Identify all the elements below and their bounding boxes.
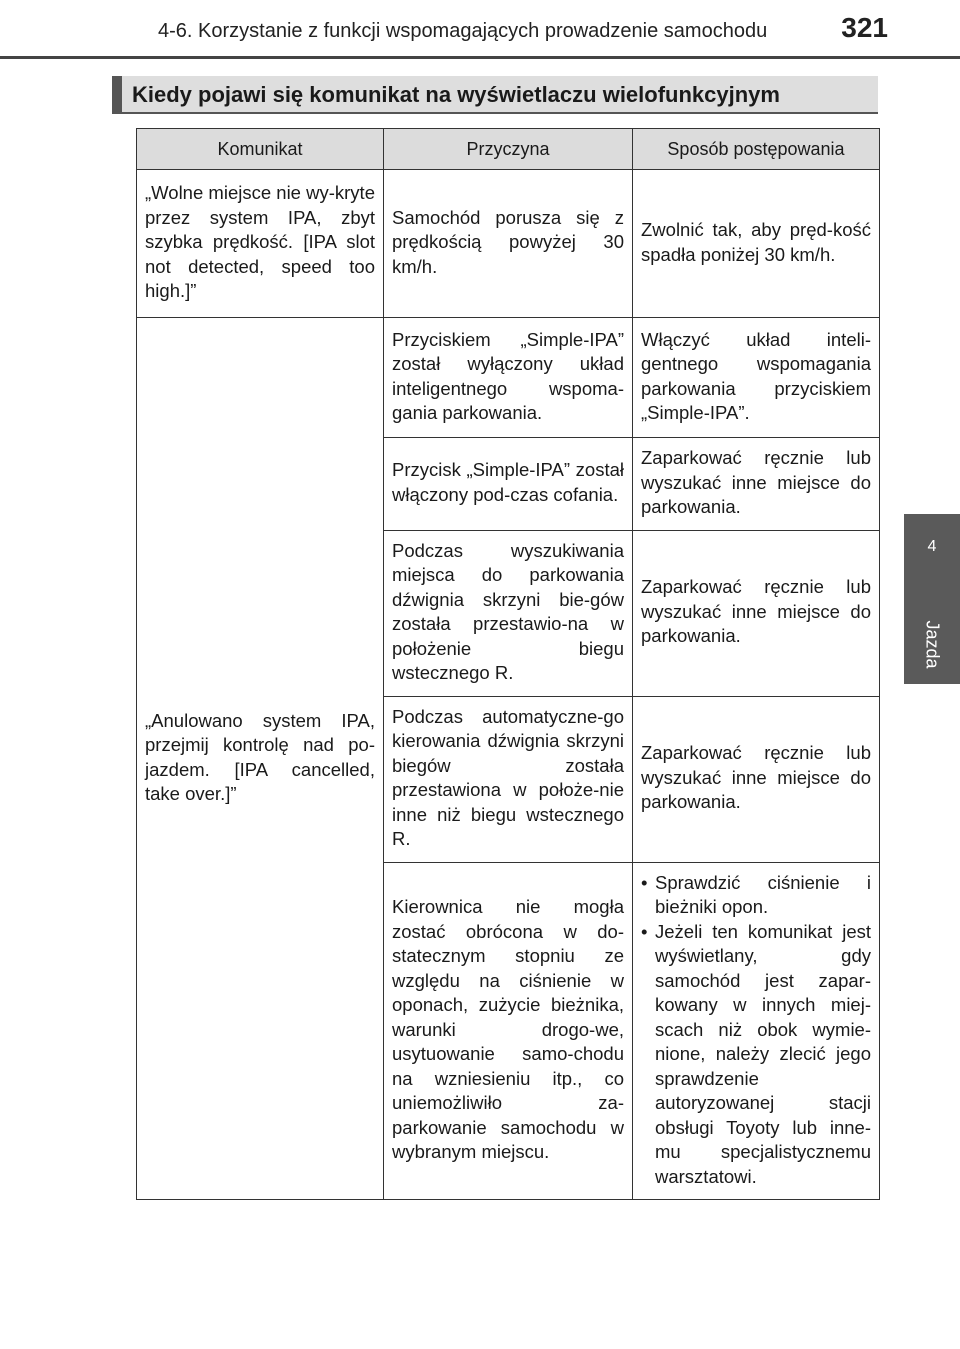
list-item: • Jeżeli ten komunikat jest wyświetlany, gdy samochód jest zapar-kowany w innych miej-scach niż obok wymie-nione, należy zlecić jego sprawdzenie autoryzowanej stacji obsługi Toyoty lub inne-mu specjalistycznemu warsztatowi.	[641, 920, 871, 1190]
column-header-action: Sposób postępowania	[633, 129, 880, 170]
list-item: • Sprawdzić ciśnienie i bieżniki opon.	[641, 871, 871, 920]
cause-cell: Samochód porusza się z prędkością powyżej 30 km/h.	[384, 170, 633, 318]
table-header-row	[137, 129, 880, 170]
action-bullet-list	[641, 871, 871, 1190]
action-cell: Zwolnić tak, aby pręd-kość spadła poniżej 30 km/h.	[633, 170, 880, 318]
message-cell: „Wolne miejsce nie wy-kryte przez system IPA, zbyt szybka prędkość. [IPA slot not detected, speed too high.]”	[137, 170, 384, 318]
chapter-label: Jazda	[922, 620, 943, 669]
chapter-number: 4	[927, 538, 937, 555]
table-row	[137, 318, 880, 438]
page-number: 321	[841, 12, 888, 43]
messages-table	[136, 128, 880, 1200]
cause-cell: Przyciskiem „Simple-IPA” został wyłączony układ inteligentnego wspoma-gania parkowania.	[384, 318, 633, 438]
column-header-cause: Przyczyna	[384, 129, 633, 170]
cause-cell: Podczas automatyczne-go kierowania dźwignia skrzyni biegów została przestawiona w położe-nie inne niż biegu wstecznego R.	[384, 696, 633, 862]
chapter-side-tab	[904, 514, 960, 684]
cause-cell: Podczas wyszukiwania miejsca do parkowania dźwignia skrzyni bie-gów została przestawio-na w położenie biegu wstecznego R.	[384, 530, 633, 696]
column-header-message: Komunikat	[137, 129, 384, 170]
action-cell: Zaparkować ręcznie lub wyszukać inne miejsce do parkowania.	[633, 438, 880, 531]
action-cell: Włączyć układ inteli-gentnego wspomagania parkowania przyciskiem „Simple-IPA”.	[633, 318, 880, 438]
section-heading-banner	[112, 76, 878, 114]
action-cell: Zaparkować ręcznie lub wyszukać inne miejsce do parkowania.	[633, 530, 880, 696]
action-cell: Zaparkować ręcznie lub wyszukać inne miejsce do parkowania.	[633, 696, 880, 862]
table-row	[137, 170, 880, 318]
message-cell: „Anulowano system IPA, przejmij kontrolę nad po-jazdem. [IPA cancelled, take over.]”	[137, 318, 384, 1200]
running-header-title: 4-6. Korzystanie z funkcji wspomagających prowadzenie samochodu	[158, 20, 768, 42]
cause-cell: Przycisk „Simple-IPA” został włączony pod-czas cofania.	[384, 438, 633, 531]
section-heading: Kiedy pojawi się komunikat na wyświetlaczu wielofunkcyjnym	[132, 82, 780, 107]
header-divider	[0, 56, 960, 59]
action-cell	[633, 862, 880, 1200]
cause-cell: Kierownica nie mogła zostać obrócona w do-statecznym stopniu ze względu na ciśnienie w oponach, zużycie bieżnika, warunki drogo-we, usytuowanie samo-chodu na wzniesieniu itp., co uniemożliwiło za-parkowanie samochodu w wybranym miejscu.	[384, 862, 633, 1200]
